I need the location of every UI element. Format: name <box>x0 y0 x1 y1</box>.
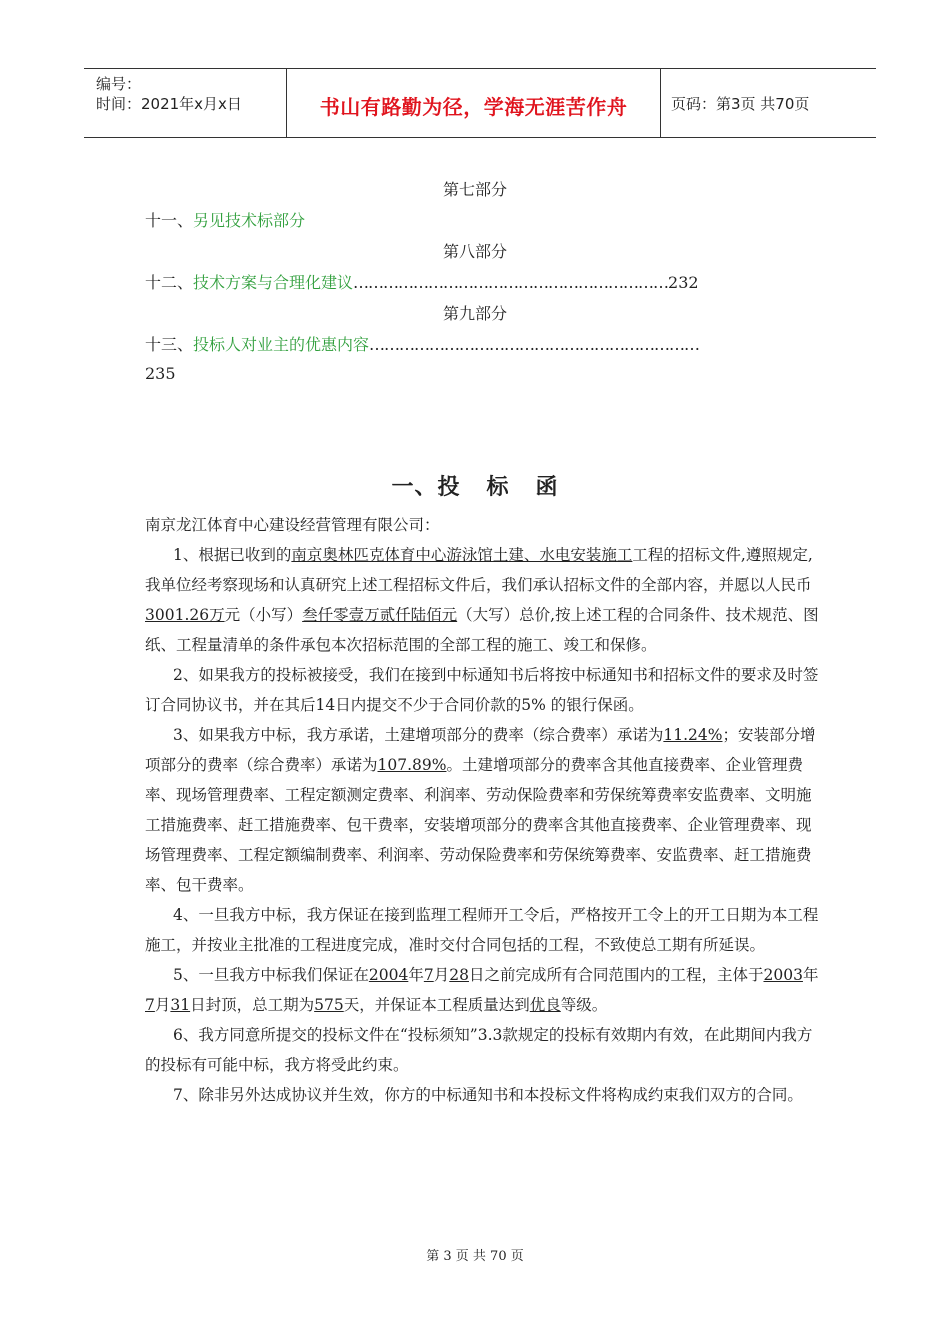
p5-text-b: 年 <box>408 966 424 984</box>
header-page-info: 页码：第3页 共70页 <box>671 95 810 113</box>
p5-text-a: 5、一旦我方中标我们保证在 <box>173 966 369 984</box>
p3-rate-install: 107.89% <box>377 756 447 774</box>
letter-title-part-c: 函 <box>535 475 559 500</box>
p1-text-a: 1、根据已收到的 <box>173 546 292 564</box>
p1-text-d: （大写）总价,按上述工程的合同条件、技术规范、图纸、工程量清单的条件承包本次招标范围的全部工程的施工、竣工和保修。 <box>145 606 819 654</box>
paragraph-7: 7、除非另外达成协议并生效，你方的中标通知书和本投标文件将构成约束我们双方的合同。 <box>173 1086 803 1104</box>
toc-item-12-text: 技术方案与合理化建议 <box>193 273 354 292</box>
p5-topout-year: 2003 <box>763 966 803 984</box>
p5-text-e: 年 <box>802 966 819 984</box>
p5-text-h: 天，并保证本工程质量达到 <box>343 996 530 1014</box>
toc-item-13-leader: ………………………………………………………… <box>369 335 700 354</box>
letter-title-part-a: 一、投 <box>391 475 461 500</box>
p5-text-i: 等级。 <box>560 996 608 1014</box>
document-time-label: 时间：2021年x月x日 <box>96 95 242 113</box>
paragraph-1 <box>145 540 825 660</box>
toc-item-13-text: 投标人对业主的优惠内容 <box>193 335 370 354</box>
toc-item-13-number: 十三、 <box>145 335 194 354</box>
toc-item-12-page: 232 <box>668 273 699 292</box>
paragraph-5 <box>145 960 825 1020</box>
header-motto-cell <box>287 69 661 137</box>
letter-title-part-b: 标 <box>486 475 510 500</box>
paragraph-6: 6、我方同意所提交的投标文件在“投标须知”3.3款规定的投标有效期内有效，在此期间内我方的投标有可能中标，我方将受此约束。 <box>145 1026 813 1074</box>
paragraph-4: 4、一旦我方中标，我方保证在接到监理工程师开工令后，严格按开工令上的开工日期为本工程施工，并按业主批准的工程进度完成，准时交付合同包括的工程，不致使总工期有所延误。 <box>145 906 819 954</box>
p5-text-d: 日之前完成所有合同范围内的工程，主体于 <box>468 966 764 984</box>
header-meta-cell <box>84 69 287 137</box>
toc-part-9: 第九部分 <box>442 304 507 323</box>
p1-text-c: 元（小写） <box>224 606 303 624</box>
toc-item-13-page: 235 <box>145 364 176 383</box>
letter-title <box>0 470 950 501</box>
toc-item-11 <box>145 208 825 231</box>
toc-item-13 <box>145 332 825 355</box>
paragraph-3 <box>145 720 825 900</box>
toc-item-11-number: 十一、 <box>145 211 194 230</box>
p5-topout-month: 7 <box>145 996 155 1014</box>
p3-rate-civil: 11.24% <box>663 726 723 744</box>
page-header <box>84 68 876 138</box>
p1-amount-chinese: 叁仟零壹万贰仟陆佰元 <box>302 606 458 624</box>
p5-complete-day: 28 <box>449 966 469 984</box>
header-motto: 书山有路勤为径，学海无涯苦作舟 <box>319 95 628 119</box>
toc-item-12-number: 十二、 <box>145 273 194 292</box>
toc-item-12-leader: ……………………………………………………… <box>353 273 669 292</box>
p3-text-c: 。土建增项部分的费率含其他直接费率、企业管理费率、现场管理费率、工程定额测定费率、利润率、劳动保险费率和劳保统筹费率安监费率、文明施工措施费率、赶工措施费率、包干费率，安装增项部分的费率含其他直接费率、企业管理费率、现场管理费率、工程定额编制费率、利润率、劳动保险费率和劳保统筹费率、安监费率、赶工措施费率、包干费率。 <box>145 756 812 894</box>
toc-part-8: 第八部分 <box>442 242 507 261</box>
header-page-cell <box>661 69 876 137</box>
paragraph-2: 2、如果我方的投标被接受，我们在接到中标通知书后将按中标通知书和招标文件的要求及时签订合同协议书，并在其后14日内提交不少于合同价款的5% 的银行保函。 <box>145 666 819 714</box>
p5-complete-month: 7 <box>423 966 434 984</box>
letter-body <box>145 510 825 1110</box>
p5-text-c: 月 <box>433 966 450 984</box>
toc-part-7: 第七部分 <box>442 180 507 199</box>
p1-project-name: 南京奥林匹克体育中心游泳馆土建、水电安装施工 <box>291 546 633 564</box>
toc-item-12 <box>145 270 825 293</box>
letter-addressee: 南京龙江体育中心建设经营管理有限公司： <box>145 516 440 534</box>
p5-quality-grade: 优良 <box>529 996 561 1014</box>
p5-topout-day: 31 <box>170 996 191 1014</box>
p1-amount: 3001.26万 <box>145 606 225 624</box>
p5-total-days: 575 <box>314 996 344 1014</box>
document-number-label: 编号： <box>96 75 142 93</box>
p3-text-a: 3、如果我方中标，我方承诺，土建增项部分的费率（综合费率）承诺为 <box>173 726 664 744</box>
p5-complete-year: 2004 <box>368 966 409 984</box>
p3-text-b: ；安装部分增项部分的费率（综合费率）承诺为 <box>145 726 816 774</box>
p5-text-g: 日封顶，总工期为 <box>190 996 315 1014</box>
toc-item-11-text: 另见技术标部分 <box>193 211 306 230</box>
page-footer: 第 3 页 共 70 页 <box>426 1249 524 1264</box>
p1-text-b: 工程的招标文件,遵照规定,我单位经考察现场和认真研究上述工程招标文件后，我们承认招标文件的全部内容，并愿以人民币 <box>145 546 813 594</box>
p5-text-f: 月 <box>154 996 171 1014</box>
